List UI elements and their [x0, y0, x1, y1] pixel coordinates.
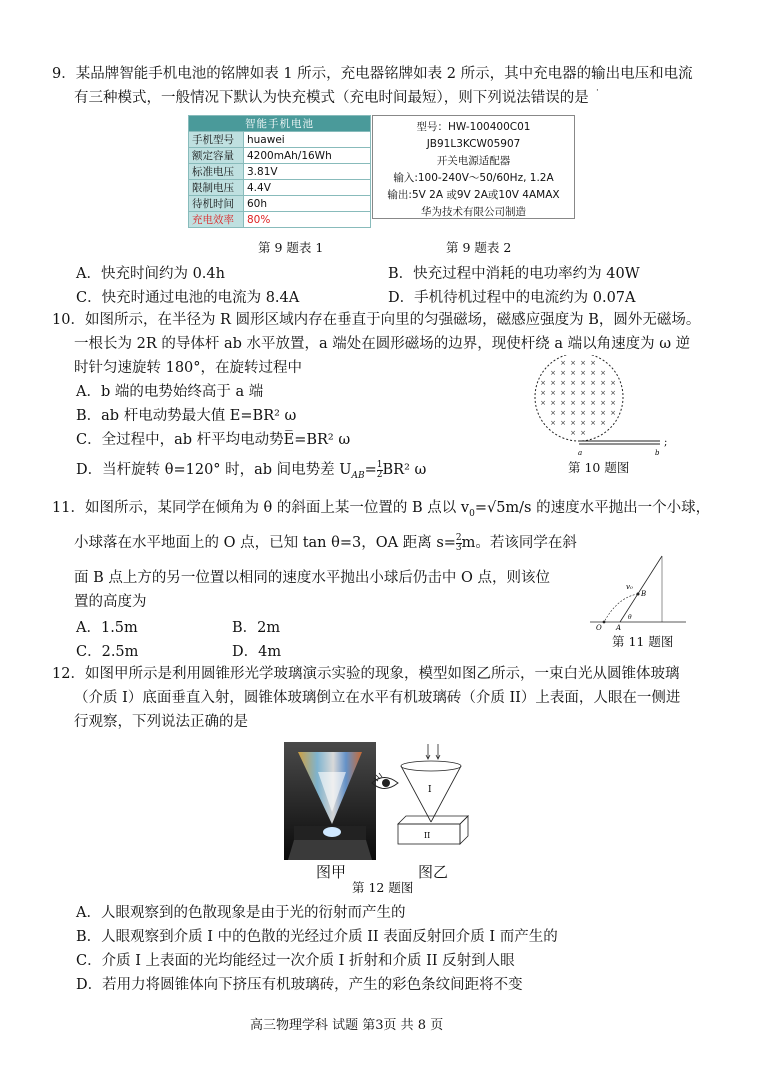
q10-line1: 10．如图所示，在半径为 R 圆形区域内存在垂直于向里的匀强磁场，磁感应强度为 B，圆外无磁场。	[52, 312, 701, 328]
field-x-mark: ×	[580, 399, 586, 407]
field-x-mark: ×	[590, 419, 596, 427]
eye-icon	[370, 772, 400, 794]
q11-option-a: A．1.5m	[76, 620, 138, 636]
field-x-mark: ×	[610, 399, 616, 407]
table1-title: 智能手机电池	[189, 116, 371, 132]
charger-nameplate	[372, 115, 575, 219]
q12-line2: （介质 I）底面垂直入射，圆锥体玻璃倒立在水平有机玻璃砖（介质 II）上表面，人眼在一侧进	[74, 690, 681, 706]
point-a-label: a	[578, 449, 583, 457]
point-b-label: b	[655, 449, 660, 457]
q10-d-sub: AB	[351, 470, 365, 481]
q9-line1: 9．某品牌智能手机电池的铭牌如表 1 所示，充电器铭牌如表 2 所示，其中充电器的输出电压和电流	[52, 66, 693, 82]
cone-model-figure	[384, 744, 474, 862]
field-x-mark: ×	[570, 409, 576, 417]
field-x-mark: ×	[590, 409, 596, 417]
q9-caption1: 第 9 题表 1	[258, 240, 324, 255]
field-x-mark: ×	[600, 409, 606, 417]
field-x-mark: ×	[540, 399, 546, 407]
field-x-mark: ×	[560, 419, 566, 427]
field-x-mark: ×	[600, 389, 606, 397]
magnetic-field-figure	[528, 355, 678, 461]
table1-key: 额定容量	[189, 148, 244, 164]
field-x-mark: ×	[580, 379, 586, 387]
denominator: 3	[455, 542, 462, 553]
field-x-mark: ×	[580, 389, 586, 397]
medium-ii-label: II	[424, 831, 431, 840]
v0-label: v₀	[626, 583, 633, 591]
q11-line2a: 小球落在水平地面上的 O 点，已知 tan θ=3，OA 距离 s=	[74, 535, 456, 551]
charger-line: 型号：HW-100400C01	[416, 121, 531, 133]
field-x-mark: ×	[560, 369, 566, 377]
table1-value: 3.81V	[244, 164, 371, 180]
q9-line2: 有三种模式，一般情况下默认为快充模式（充电时间最短），则下列说法错误的是	[74, 90, 589, 106]
q10-line2: 一根长为 2R 的导体杆 ab 水平放置，a 端处在圆形磁场的边界，现使杆绕 a 端以角速度为 ω 逆	[74, 336, 691, 352]
fig-b-label: 图乙	[418, 863, 449, 881]
point-a-label: A	[616, 624, 622, 632]
q10-d-text2: BR² ω	[382, 462, 427, 478]
charger-line: 华为技术有限公司制造	[421, 206, 526, 218]
semicolon-mark: ;	[664, 437, 668, 448]
field-x-mark: ×	[580, 409, 586, 417]
field-x-mark: ×	[600, 379, 606, 387]
medium-i-label: I	[428, 785, 432, 795]
q11-line4: 置的高度为	[74, 594, 147, 610]
q11-line2	[74, 533, 577, 553]
field-x-mark: ×	[590, 389, 596, 397]
q12-line3: 行观察，下列说法正确的是	[74, 714, 248, 730]
q10-line3: 时针匀速旋转 180°，在旋转过程中	[74, 360, 303, 376]
field-x-mark: ×	[570, 429, 576, 437]
table1-key: 手机型号	[189, 132, 244, 148]
field-x-mark: ×	[550, 399, 556, 407]
table1-key: 待机时间	[189, 196, 244, 212]
table1-key: 限制电压	[189, 180, 244, 196]
q10-d-text: D．当杆旋转 θ=120° 时，ab 间电势差 U	[76, 462, 352, 478]
projectile-slope-figure	[588, 552, 688, 632]
q11-caption: 第 11 题图	[612, 634, 674, 649]
q12-option-d: D．若用力将圆锥体向下挤压有机玻璃砖，产生的彩色条纹间距将不变	[76, 977, 523, 993]
field-x-mark: ×	[560, 359, 566, 367]
field-x-mark: ×	[560, 379, 566, 387]
table1-value: 4.4V	[244, 180, 371, 196]
point-b-label: B	[641, 590, 647, 598]
charger-line: 输入:100-240V～50/60Hz, 1.2A	[393, 172, 554, 184]
battery-nameplate-table	[188, 115, 371, 228]
field-x-mark: ×	[580, 429, 586, 437]
q12-line1: 12．如图甲所示是利用圆锥形光学玻璃演示实验的现象，模型如图乙所示，一束白光从圆锥体玻璃	[52, 666, 680, 682]
q9-option-a: A．快充时间约为 0.4h	[76, 266, 225, 282]
q9-option-c: C．快充时通过电池的电流为 8.4A	[76, 290, 300, 306]
field-x-mark: ×	[600, 369, 606, 377]
field-x-mark: ×	[550, 379, 556, 387]
q11-line1a: 11．如图所示，某同学在倾角为 θ 的斜面上某一位置的 B 点以 v	[52, 500, 470, 516]
field-x-mark: ×	[570, 399, 576, 407]
field-x-mark: ×	[560, 409, 566, 417]
q11-line2b: m。若该同学在斜	[461, 535, 577, 551]
q11-option-b: B．2m	[232, 620, 281, 636]
field-x-mark: ×	[580, 369, 586, 377]
field-x-mark: ×	[570, 389, 576, 397]
theta-label: θ	[628, 614, 632, 621]
q12-option-b: B．人眼观察到介质 I 中的色散的光经过介质 II 表面反射回介质 I 而产生的	[76, 929, 558, 945]
field-x-mark: ×	[570, 419, 576, 427]
charger-line: 开关电源适配器	[436, 155, 511, 167]
page-footer: 高三物理学科 试题 第3页 共 8 页	[250, 1018, 444, 1033]
q10-option-b: B．ab 杆电动势最大值 E=BR² ω	[76, 408, 297, 424]
field-x-mark: ×	[590, 399, 596, 407]
table1-value: 60h	[244, 196, 371, 212]
dispersion-photo	[284, 742, 376, 860]
field-x-mark: ×	[600, 419, 606, 427]
field-x-mark: ×	[600, 399, 606, 407]
table1-value: 80%	[244, 212, 371, 228]
table1-key: 标准电压	[189, 164, 244, 180]
field-x-mark: ×	[590, 379, 596, 387]
numerator: 2	[455, 532, 462, 543]
q12-caption: 第 12 题图	[352, 880, 414, 895]
field-x-mark: ×	[560, 389, 566, 397]
q11-line1	[52, 498, 710, 524]
field-x-mark: ×	[580, 419, 586, 427]
field-x-mark: ×	[610, 389, 616, 397]
point-o-label: O	[596, 624, 602, 632]
q10-option-a: A．b 端的电势始终高于 a 端	[76, 384, 264, 400]
q10-option-c: C．全过程中，ab 杆平均电动势E̅=BR² ω	[76, 432, 351, 448]
field-x-mark: ×	[550, 369, 556, 377]
field-x-mark: ×	[540, 379, 546, 387]
q10-option-d	[76, 458, 426, 481]
q9-option-d: D．手机待机过程中的电流约为 0.07A	[388, 290, 636, 306]
table1-key: 充电效率	[189, 212, 244, 228]
fig-a-label: 图甲	[316, 863, 347, 881]
q10-d-eq: =	[364, 462, 377, 478]
numerator: 1	[376, 459, 383, 470]
q12-option-a: A．人眼观察到的色散现象是由于光的衍射而产生的	[76, 905, 406, 921]
field-x-mark: ×	[570, 369, 576, 377]
q10-caption: 第 10 题图	[568, 460, 630, 475]
q11-option-c: C．2.5m	[76, 644, 139, 660]
field-x-mark: ×	[610, 379, 616, 387]
field-x-mark: ×	[550, 409, 556, 417]
field-x-mark: ×	[570, 379, 576, 387]
field-x-mark: ×	[590, 359, 596, 367]
field-x-mark: ×	[540, 389, 546, 397]
field-x-mark: ×	[550, 389, 556, 397]
field-x-mark: ×	[610, 409, 616, 417]
charger-line: 输出:5V 2A 或9V 2A或10V 4AMAX	[387, 189, 560, 201]
q9-caption2: 第 9 题表 2	[446, 240, 512, 255]
field-x-mark: ×	[550, 419, 556, 427]
charger-line: JB91L3KCW05907	[426, 138, 521, 150]
q11-option-d: D．4m	[232, 644, 282, 660]
table1-value: huawei	[244, 132, 371, 148]
q11-line3: 面 B 点上方的另一位置以相同的速度水平抛出小球后仍击中 O 点，则该位	[74, 570, 550, 586]
q9-option-b: B．快充过程中消耗的电功率约为 40W	[388, 266, 640, 282]
field-x-mark: ×	[590, 369, 596, 377]
q11-sub: 0	[469, 508, 475, 519]
emphasis-dot: ·	[596, 86, 599, 96]
table1-value: 4200mAh/16Wh	[244, 148, 371, 164]
field-x-mark: ×	[560, 399, 566, 407]
q12-option-c: C．介质 I 上表面的光均能经过一次介质 I 折射和介质 II 反射到人眼	[76, 953, 515, 969]
denominator: 2	[376, 469, 383, 480]
q11-line1b: =√5m/s 的速度水平抛出一个小球，	[474, 500, 711, 516]
field-x-mark: ×	[580, 359, 586, 367]
field-x-mark: ×	[570, 359, 576, 367]
